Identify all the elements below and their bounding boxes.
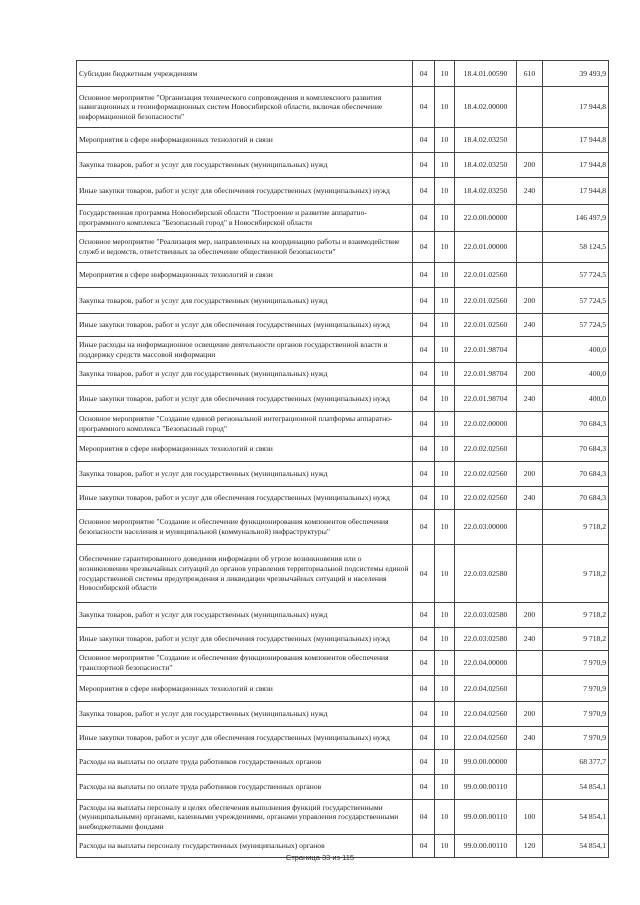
row-section-code: 04: [413, 510, 435, 545]
row-target-article-code: 99.0.00.00000: [455, 750, 517, 775]
row-name-cell: Закупка товаров, работ и услуг для государственных (муниципальных) нужд: [77, 603, 413, 628]
row-amount: 17 944,8: [543, 87, 609, 128]
row-target-article-code: 22.0.03.00000: [455, 510, 517, 545]
row-subsection-code: 10: [435, 288, 455, 314]
row-amount: 54 854,1: [543, 835, 609, 858]
row-subsection-code: 10: [435, 775, 455, 800]
row-name-cell: Мероприятия в сфере информационных технологий и связи: [77, 128, 413, 153]
row-section-code: 04: [413, 128, 435, 153]
row-target-article-code: 18.4.01.00590: [455, 61, 517, 87]
row-section-code: 04: [413, 437, 435, 462]
table-row: [77, 437, 609, 462]
row-target-article-code: 22.0.02.02560: [455, 437, 517, 462]
budget-table: [76, 60, 609, 858]
row-target-article-code: 22.0.03.02580: [455, 603, 517, 628]
row-name-cell: Государственная программа Новосибирской области "Построение и развитие аппаратно-программного комплекса "Безопасный город" в Новосибирской области: [77, 205, 413, 232]
row-name-cell: Мероприятия в сфере информационных технологий и связи: [77, 676, 413, 702]
row-target-article-code: 22.0.01.98704: [455, 337, 517, 363]
row-expense-type-code: 200: [517, 702, 543, 727]
row-target-article-code: 99.0.00.00110: [455, 800, 517, 835]
row-section-code: 04: [413, 462, 435, 487]
row-section-code: 04: [413, 314, 435, 337]
table-row: [77, 178, 609, 205]
table-row: [77, 727, 609, 750]
row-amount: 57 724,5: [543, 314, 609, 337]
row-expense-type-code: 200: [517, 363, 543, 386]
row-expense-type-code: 610: [517, 61, 543, 87]
row-section-code: 04: [413, 651, 435, 676]
row-expense-type-code: [517, 412, 543, 437]
row-subsection-code: 10: [435, 545, 455, 603]
row-section-code: 04: [413, 702, 435, 727]
table-row: [77, 412, 609, 437]
row-section-code: 04: [413, 676, 435, 702]
row-subsection-code: 10: [435, 462, 455, 487]
row-expense-type-code: 120: [517, 835, 543, 858]
row-section-code: 04: [413, 727, 435, 750]
row-expense-type-code: 200: [517, 288, 543, 314]
row-subsection-code: 10: [435, 153, 455, 178]
row-expense-type-code: [517, 775, 543, 800]
row-name-cell: Иные закупки товаров, работ и услуг для обеспечения государственных (муниципальных) нужд: [77, 727, 413, 750]
row-amount: 17 944,8: [543, 153, 609, 178]
row-subsection-code: 10: [435, 510, 455, 545]
budget-table-body: [77, 61, 609, 858]
row-target-article-code: 22.0.02.00000: [455, 412, 517, 437]
row-subsection-code: 10: [435, 61, 455, 87]
row-name-cell: Иные закупки товаров, работ и услуг для обеспечения государственных (муниципальных) нужд: [77, 487, 413, 510]
row-name-cell: Расходы на выплаты персоналу в целях обеспечения выполнения функций государственными (муниципальными) органами, казенными учреждениями, органами управления государственными внебюджетными фондами: [77, 800, 413, 835]
row-amount: 7 970,9: [543, 676, 609, 702]
row-amount: 70 684,3: [543, 437, 609, 462]
row-section-code: 04: [413, 800, 435, 835]
row-expense-type-code: [517, 128, 543, 153]
row-target-article-code: 18.4.02.03250: [455, 153, 517, 178]
row-amount: 39 493,9: [543, 61, 609, 87]
row-amount: 70 684,3: [543, 462, 609, 487]
table-row: [77, 487, 609, 510]
row-name-cell: Субсидии бюджетным учреждениям: [77, 61, 413, 87]
table-row: [77, 676, 609, 702]
row-section-code: 04: [413, 750, 435, 775]
row-amount: 9 718,2: [543, 510, 609, 545]
row-name-cell: Основное мероприятие "Создание единой региональной интеграционной платформы аппаратно-программного комплекса "Безопасный город": [77, 412, 413, 437]
row-subsection-code: 10: [435, 750, 455, 775]
row-expense-type-code: [517, 510, 543, 545]
row-expense-type-code: 100: [517, 800, 543, 835]
row-amount: 57 724,5: [543, 288, 609, 314]
row-name-cell: Иные закупки товаров, работ и услуг для обеспечения государственных (муниципальных) нужд: [77, 314, 413, 337]
row-subsection-code: 10: [435, 651, 455, 676]
row-target-article-code: 22.0.01.98704: [455, 363, 517, 386]
row-expense-type-code: 200: [517, 462, 543, 487]
row-name-cell: Иные закупки товаров, работ и услуг для обеспечения государственных (муниципальных) нужд: [77, 178, 413, 205]
row-section-code: 04: [413, 603, 435, 628]
row-amount: 54 854,1: [543, 775, 609, 800]
row-subsection-code: 10: [435, 835, 455, 858]
table-row: [77, 61, 609, 87]
row-amount: 7 970,9: [543, 651, 609, 676]
table-row: [77, 337, 609, 363]
table-row: [77, 153, 609, 178]
row-target-article-code: 22.0.04.02560: [455, 676, 517, 702]
row-subsection-code: 10: [435, 205, 455, 232]
row-target-article-code: 18.4.02.03250: [455, 178, 517, 205]
row-subsection-code: 10: [435, 676, 455, 702]
row-target-article-code: 18.4.02.03250: [455, 128, 517, 153]
row-section-code: 04: [413, 153, 435, 178]
row-target-article-code: 22.0.04.02560: [455, 727, 517, 750]
row-target-article-code: 22.0.03.02580: [455, 628, 517, 651]
table-row: [77, 775, 609, 800]
row-expense-type-code: 200: [517, 153, 543, 178]
table-row: [77, 651, 609, 676]
row-subsection-code: 10: [435, 412, 455, 437]
row-subsection-code: 10: [435, 128, 455, 153]
row-target-article-code: 22.0.01.98704: [455, 386, 517, 412]
row-amount: 9 718,2: [543, 628, 609, 651]
row-target-article-code: 22.0.01.02560: [455, 263, 517, 288]
row-expense-type-code: [517, 87, 543, 128]
row-name-cell: Мероприятия в сфере информационных технологий и связи: [77, 437, 413, 462]
row-target-article-code: 22.0.01.00000: [455, 232, 517, 263]
row-subsection-code: 10: [435, 263, 455, 288]
table-row: [77, 128, 609, 153]
row-target-article-code: 99.0.00.00110: [455, 775, 517, 800]
row-expense-type-code: [517, 263, 543, 288]
row-amount: 70 684,3: [543, 487, 609, 510]
row-expense-type-code: 240: [517, 628, 543, 651]
row-subsection-code: 10: [435, 386, 455, 412]
row-expense-type-code: 240: [517, 487, 543, 510]
page-footer: Страница 33 из 115: [285, 853, 355, 862]
row-amount: 68 377,7: [543, 750, 609, 775]
row-amount: 70 684,3: [543, 412, 609, 437]
row-section-code: 04: [413, 412, 435, 437]
table-row: [77, 232, 609, 263]
row-amount: 57 724,5: [543, 263, 609, 288]
row-expense-type-code: [517, 232, 543, 263]
row-subsection-code: 10: [435, 178, 455, 205]
table-row: [77, 205, 609, 232]
row-section-code: 04: [413, 363, 435, 386]
row-target-article-code: 99.0.00.00110: [455, 835, 517, 858]
row-section-code: 04: [413, 835, 435, 858]
row-subsection-code: 10: [435, 437, 455, 462]
table-row: [77, 87, 609, 128]
row-subsection-code: 10: [435, 363, 455, 386]
row-amount: 400,0: [543, 337, 609, 363]
table-row: [77, 545, 609, 603]
row-amount: 7 970,9: [543, 702, 609, 727]
row-section-code: 04: [413, 87, 435, 128]
row-expense-type-code: [517, 750, 543, 775]
table-row: [77, 603, 609, 628]
row-target-article-code: 22.0.02.02560: [455, 462, 517, 487]
row-name-cell: Закупка товаров, работ и услуг для государственных (муниципальных) нужд: [77, 702, 413, 727]
row-subsection-code: 10: [435, 628, 455, 651]
row-target-article-code: 22.0.04.00000: [455, 651, 517, 676]
row-section-code: 04: [413, 61, 435, 87]
table-row: [77, 462, 609, 487]
table-row: [77, 628, 609, 651]
row-expense-type-code: [517, 437, 543, 462]
row-amount: 58 124,5: [543, 232, 609, 263]
row-name-cell: Закупка товаров, работ и услуг для государственных (муниципальных) нужд: [77, 288, 413, 314]
row-section-code: 04: [413, 205, 435, 232]
row-expense-type-code: [517, 545, 543, 603]
row-name-cell: Иные закупки товаров, работ и услуг для обеспечения государственных (муниципальных) нужд: [77, 386, 413, 412]
row-name-cell: Основное мероприятие "Создание и обеспечение функционирования компонентов обеспечения безопасности населения и муниципальной (коммунальной) инфраструктуры": [77, 510, 413, 545]
row-section-code: 04: [413, 288, 435, 314]
row-subsection-code: 10: [435, 314, 455, 337]
row-amount: 400,0: [543, 363, 609, 386]
row-amount: 54 854,1: [543, 800, 609, 835]
row-amount: 9 718,2: [543, 603, 609, 628]
row-subsection-code: 10: [435, 232, 455, 263]
row-section-code: 04: [413, 232, 435, 263]
row-section-code: 04: [413, 545, 435, 603]
table-row: [77, 288, 609, 314]
table-row: [77, 702, 609, 727]
row-name-cell: Расходы на выплаты по оплате труда работников государственных органов: [77, 775, 413, 800]
row-target-article-code: 18.4.02.00000: [455, 87, 517, 128]
row-expense-type-code: 240: [517, 386, 543, 412]
row-name-cell: Основное мероприятие "Создание и обеспечение функционирования компонентов обеспечения транспортной безопасности": [77, 651, 413, 676]
row-section-code: 04: [413, 386, 435, 412]
row-section-code: 04: [413, 775, 435, 800]
row-section-code: 04: [413, 337, 435, 363]
row-target-article-code: 22.0.03.02580: [455, 545, 517, 603]
row-expense-type-code: [517, 676, 543, 702]
row-section-code: 04: [413, 178, 435, 205]
row-name-cell: Закупка товаров, работ и услуг для государственных (муниципальных) нужд: [77, 363, 413, 386]
row-name-cell: Расходы на выплаты по оплате труда работников государственных органов: [77, 750, 413, 775]
table-row: [77, 800, 609, 835]
row-name-cell: Закупка товаров, работ и услуг для государственных (муниципальных) нужд: [77, 153, 413, 178]
row-section-code: 04: [413, 487, 435, 510]
row-subsection-code: 10: [435, 702, 455, 727]
row-name-cell: Иные закупки товаров, работ и услуг для обеспечения государственных (муниципальных) нужд: [77, 628, 413, 651]
row-target-article-code: 22.0.04.02560: [455, 702, 517, 727]
row-amount: 146 497,9: [543, 205, 609, 232]
table-row: [77, 314, 609, 337]
row-name-cell: Закупка товаров, работ и услуг для государственных (муниципальных) нужд: [77, 462, 413, 487]
row-target-article-code: 22.0.01.02560: [455, 314, 517, 337]
row-name-cell: Обеспечение гарантированного доведения информации об угрозе возникновения или о возникновении чрезвычайных ситуаций до органов управления территориальной подсистемы единой государственной системы предупреждения и ликвидации чрезвычайных ситуаций и населения Новосибирской области: [77, 545, 413, 603]
row-amount: 17 944,8: [543, 128, 609, 153]
row-expense-type-code: 200: [517, 603, 543, 628]
row-target-article-code: 22.0.01.02560: [455, 288, 517, 314]
row-target-article-code: 22.0.02.02560: [455, 487, 517, 510]
row-name-cell: Основное мероприятие "Организация технического сопровождения и комплексного развития навигационных и геоинформационных систем Новосибирской области, включая обеспечение информационной безопасности": [77, 87, 413, 128]
row-expense-type-code: 240: [517, 314, 543, 337]
row-expense-type-code: [517, 205, 543, 232]
row-amount: 17 944,8: [543, 178, 609, 205]
table-row: [77, 263, 609, 288]
row-section-code: 04: [413, 263, 435, 288]
row-subsection-code: 10: [435, 603, 455, 628]
row-amount: 400,0: [543, 386, 609, 412]
row-name-cell: Основное мероприятие "Реализация мер, направленных на координацию работы и взаимодействие служб и ведомств, ответственных за обеспечение общественной безопасности": [77, 232, 413, 263]
row-amount: 7 970,9: [543, 727, 609, 750]
row-expense-type-code: [517, 651, 543, 676]
row-subsection-code: 10: [435, 337, 455, 363]
table-row: [77, 363, 609, 386]
row-subsection-code: 10: [435, 87, 455, 128]
row-expense-type-code: [517, 337, 543, 363]
table-row: [77, 510, 609, 545]
row-expense-type-code: 240: [517, 727, 543, 750]
row-name-cell: Иные расходы на информационное освещение деятельности органов государственной власти и поддержку средств массовой информации: [77, 337, 413, 363]
row-section-code: 04: [413, 628, 435, 651]
table-row: [77, 750, 609, 775]
row-target-article-code: 22.0.00.00000: [455, 205, 517, 232]
row-amount: 9 718,2: [543, 545, 609, 603]
row-subsection-code: 10: [435, 487, 455, 510]
row-name-cell: Мероприятия в сфере информационных технологий и связи: [77, 263, 413, 288]
row-subsection-code: 10: [435, 727, 455, 750]
table-row: [77, 386, 609, 412]
row-name-cell: Расходы на выплаты персоналу государственных (муниципальных) органов: [77, 835, 413, 858]
row-subsection-code: 10: [435, 800, 455, 835]
row-expense-type-code: 240: [517, 178, 543, 205]
